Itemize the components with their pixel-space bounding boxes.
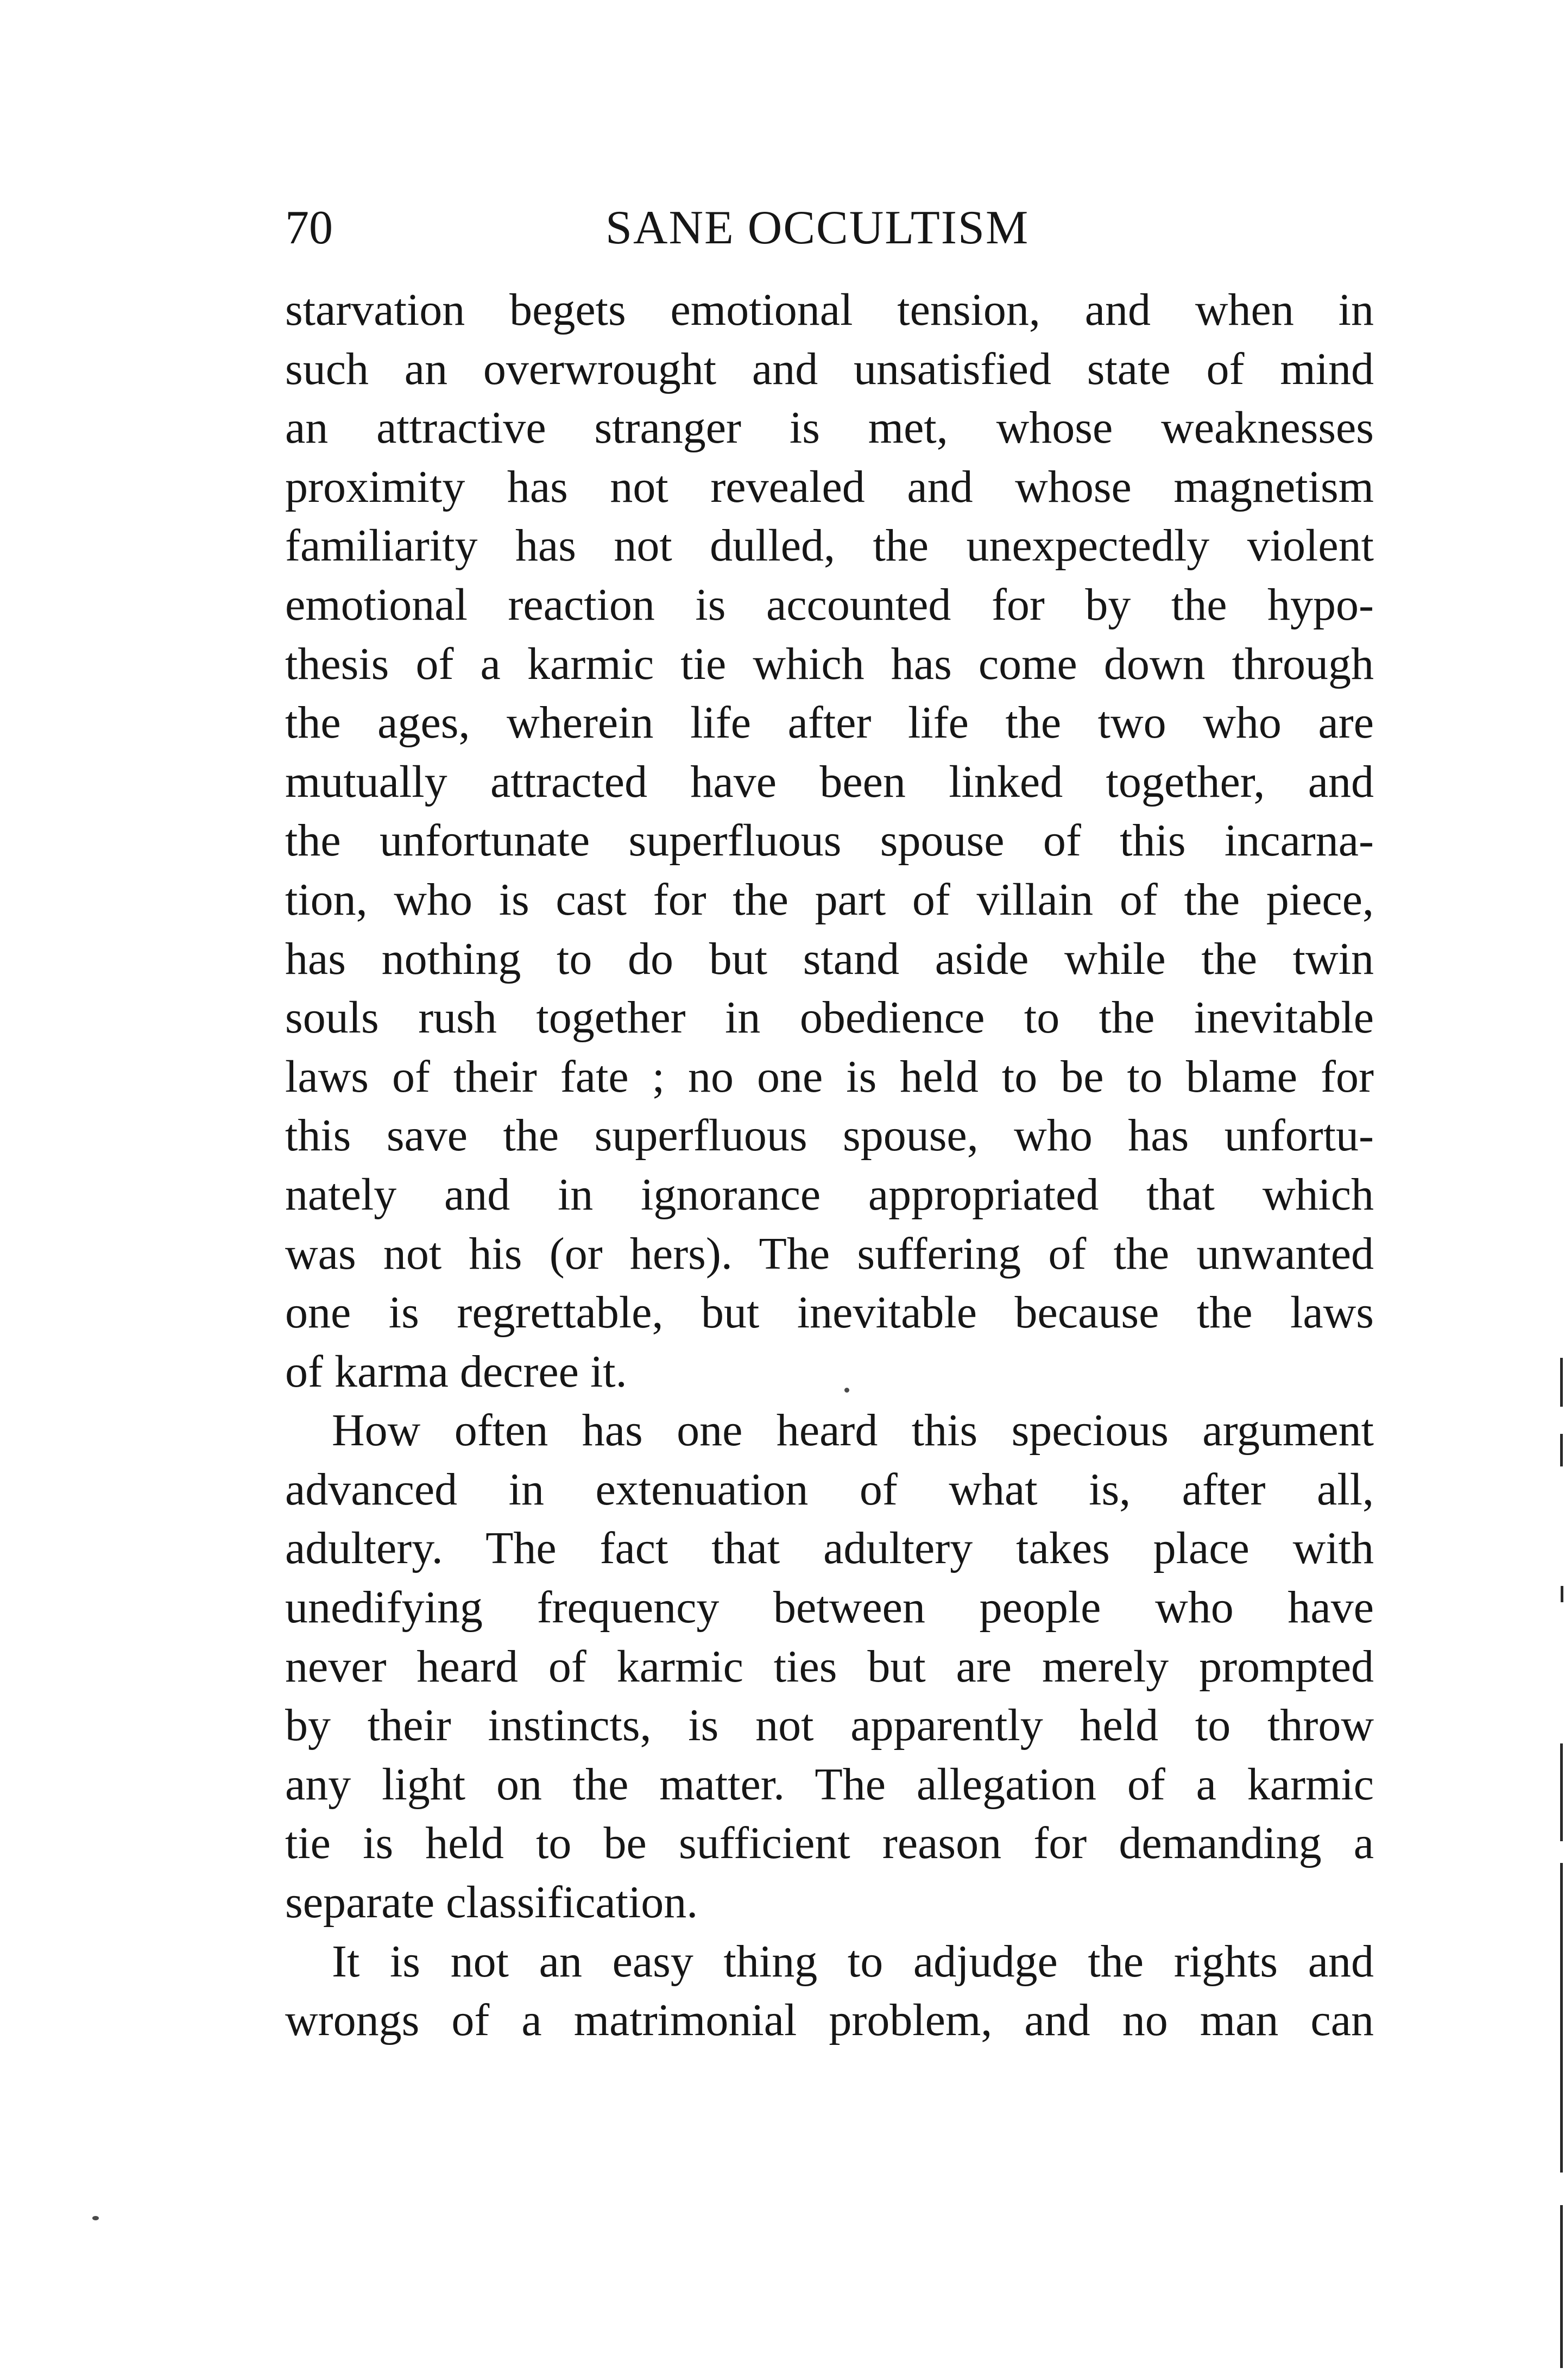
scan-edge-mark	[1560, 1743, 1563, 1841]
text-line: of karma decree it.	[285, 1346, 627, 1397]
text-line: this save the superfluous spouse, who has unfortu-	[285, 1110, 1374, 1161]
scan-edge-mark	[1560, 2205, 1563, 2368]
body-text	[285, 281, 1374, 2050]
text-line: separate classification.	[285, 1877, 698, 1928]
text-line: mutually attracted have been linked together, and	[285, 756, 1374, 807]
text-line: the ages, wherein life after life the two who are	[285, 697, 1374, 748]
text-line: has nothing to do but stand aside while the twin	[285, 933, 1374, 984]
text-line: souls rush together in obedience to the inevitable	[285, 992, 1374, 1043]
text-line: advanced in extenuation of what is, after all,	[285, 1464, 1374, 1515]
text-line: How often has one heard this specious argument	[332, 1405, 1374, 1456]
text-line: tie is held to be sufficient reason for demanding a	[285, 1818, 1374, 1869]
text-line: starvation begets emotional tension, and when in	[285, 285, 1374, 335]
text-line: adultery. The fact that adultery takes place with	[285, 1523, 1374, 1574]
text-line: familiarity has not dulled, the unexpectedly violent	[285, 520, 1374, 571]
text-line: by their instincts, is not apparently held to throw	[285, 1700, 1374, 1751]
text-line: laws of their fate ; no one is held to be to blame for	[285, 1051, 1374, 1102]
text-line: tion, who is cast for the part of villain of the piece,	[285, 874, 1374, 925]
text-line: any light on the matter. The allegation of a karmic	[285, 1759, 1374, 1810]
text-line: It is not an easy thing to adjudge the rights and	[332, 1936, 1374, 1987]
scan-speck	[92, 2216, 99, 2220]
running-title: SANE OCCULTISM	[605, 202, 1030, 254]
text-line: one is regrettable, but inevitable because the laws	[285, 1287, 1374, 1338]
text-line: nately and in ignorance appropriated that which	[285, 1169, 1374, 1220]
text-line: such an overwrought and unsatisfied state of mind	[285, 343, 1374, 394]
text-line: an attractive stranger is met, whose weaknesses	[285, 402, 1374, 454]
text-line: thesis of a karmic tie which has come down through	[285, 638, 1374, 689]
text-line: never heard of karmic ties but are merely prompted	[285, 1641, 1374, 1692]
scan-edge-mark	[1560, 1863, 1563, 2173]
text-line: emotional reaction is accounted for by the hypo-	[285, 579, 1374, 630]
text-line: was not his (or hers). The suffering of the unwanted	[285, 1228, 1374, 1279]
text-line: the unfortunate superfluous spouse of this incarna-	[285, 815, 1374, 866]
text-line: wrongs of a matrimonial problem, and no man can	[285, 1995, 1374, 2046]
text-line: unedifying frequency between people who have	[285, 1582, 1374, 1633]
scan-edge-mark	[1561, 1586, 1563, 1602]
scan-speck	[844, 1388, 849, 1393]
scan-edge-mark	[1560, 1434, 1563, 1466]
running-head	[285, 196, 1374, 261]
text-line: proximity has not revealed and whose magnetism	[285, 461, 1374, 512]
page-number: 70	[285, 202, 333, 254]
scan-edge-mark	[1560, 1358, 1563, 1407]
